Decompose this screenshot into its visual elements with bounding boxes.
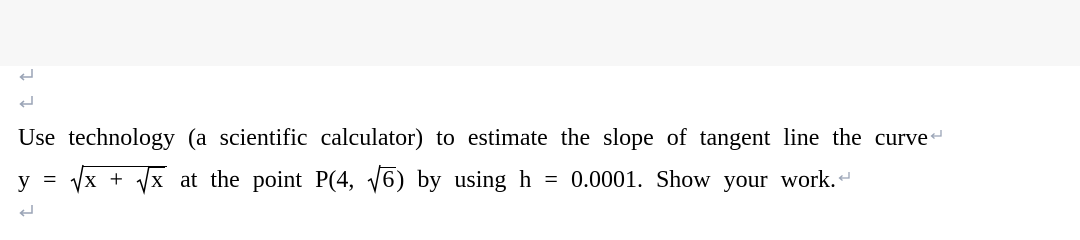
inner-radicand-text: x [151,167,164,193]
problem-line-2 [18,166,851,194]
sqrt-sign-icon [367,164,381,194]
problem-text-1: Use technology (a scientific calculator) to estimate the slope of tangent line the curve [18,125,929,151]
point-text: at the point P(4, [167,167,368,193]
paragraph-mark-icon [929,129,943,141]
problem-line-1 [18,124,943,152]
top-band [0,0,1080,66]
sqrt-sign-icon [70,164,84,194]
inner-sqrt [136,167,165,192]
outer-radicand-text: x + [84,167,137,193]
sqrt-sign-icon [136,165,150,195]
paragraph-mark-icon [18,68,36,82]
paragraph-mark-icon [18,95,36,109]
point-sqrt [367,166,396,194]
point-radicand-text: 6 [382,167,395,193]
equation-lhs: y = [18,167,70,193]
paragraph-mark-icon [837,171,851,183]
outer-sqrt [70,166,168,194]
tail-text: ) by using h = 0.0001. Show your work. [396,167,836,193]
paragraph-mark-icon [18,204,36,218]
